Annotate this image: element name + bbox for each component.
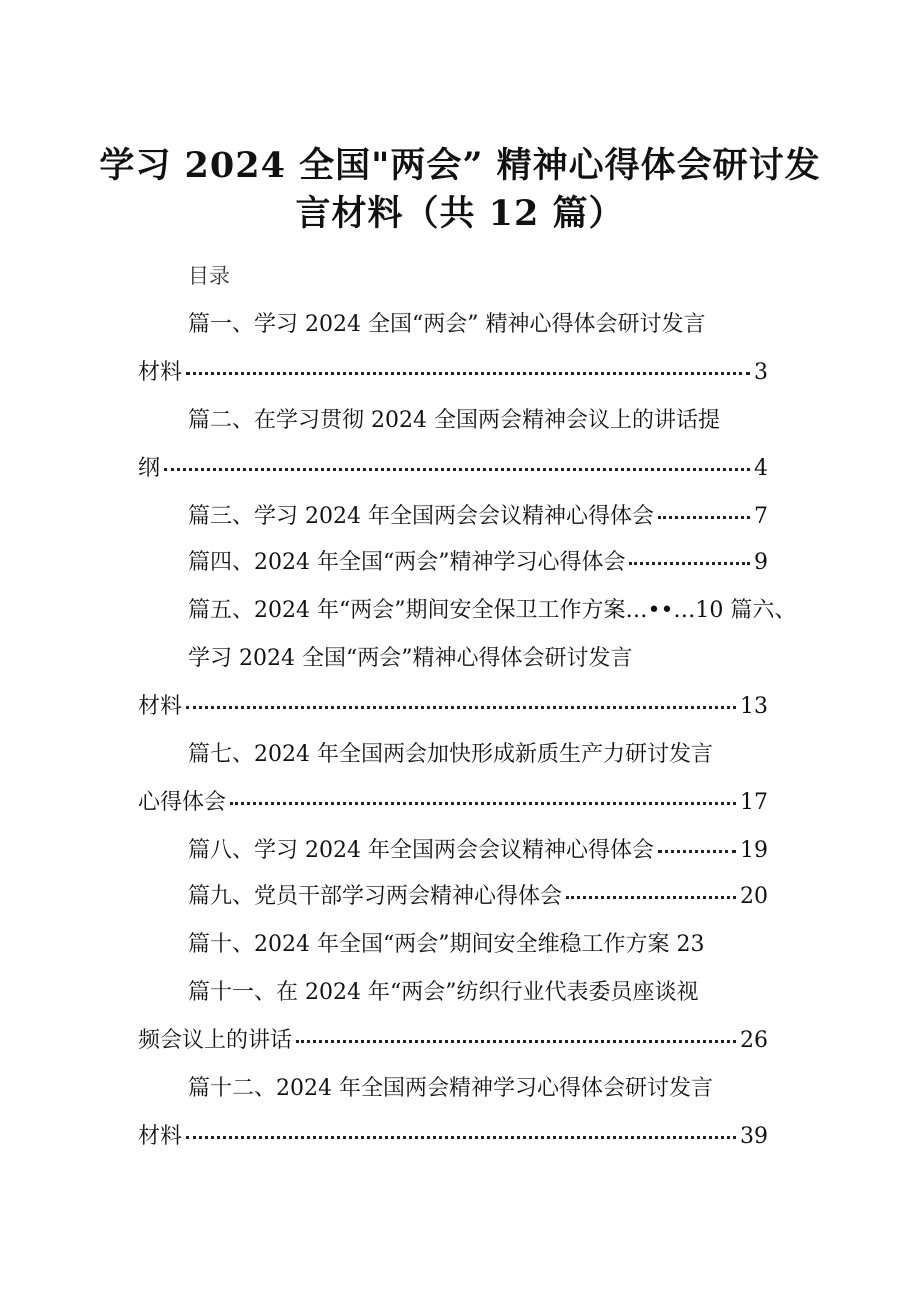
toc-entry-3-title: 篇三、学习 2024 年全国两会会议精神心得体会	[188, 504, 654, 529]
dot-leader	[658, 516, 750, 519]
dot-leader	[566, 896, 736, 899]
toc-entry-2-page: 4	[754, 456, 768, 481]
dot-leader	[186, 372, 750, 375]
toc-entry-6-title[interactable]: 学习 2024 全国“两会”精神心得体会研讨发言	[188, 646, 633, 671]
toc-entry-6-row[interactable]	[138, 690, 768, 724]
toc-heading: 目录	[188, 264, 230, 288]
toc-entry-10-title[interactable]: 篇十、2024 年全国“两会”期间安全维稳工作方案 23	[188, 932, 705, 957]
toc-entry-1-continuation: 材料	[138, 360, 183, 385]
toc-entry-12-title[interactable]: 篇十二、2024 年全国两会精神学习心得体会研讨发言	[188, 1076, 713, 1101]
toc-entry-12-continuation: 材料	[138, 1124, 183, 1149]
toc-entry-5-title[interactable]: 篇五、2024 年“两会”期间安全保卫工作方案…••…10 篇六、	[188, 598, 797, 623]
toc-entry-4-title: 篇四、2024 年全国“两会”精神学习心得体会	[188, 550, 626, 575]
toc-entry-6-page: 13	[740, 694, 768, 719]
toc-entry-8-title: 篇八、学习 2024 年全国两会会议精神心得体会	[188, 838, 654, 863]
toc-entry-11-title[interactable]: 篇十一、在 2024 年“两会”纺织行业代表委员座谈视	[188, 980, 699, 1005]
dot-leader	[296, 1040, 736, 1043]
toc-entry-9-page: 20	[740, 884, 768, 909]
document-title-line-1: 学习 2024 全国"两会” 精神心得体会研讨发	[99, 145, 821, 186]
toc-entry-12-row[interactable]	[138, 1120, 768, 1154]
dot-leader	[658, 850, 736, 853]
toc-entry-2-continuation: 纲	[138, 456, 161, 481]
toc-entry-2-row[interactable]	[138, 452, 768, 486]
toc-entry-7-row[interactable]	[138, 786, 768, 820]
toc-entry-8-row[interactable]	[188, 834, 768, 868]
toc-entry-2-title[interactable]: 篇二、在学习贯彻 2024 全国两会精神会议上的讲话提	[188, 408, 720, 433]
dot-leader	[629, 562, 750, 565]
dot-leader	[186, 706, 736, 709]
toc-entry-11-continuation: 频会议上的讲话	[138, 1028, 293, 1053]
toc-entry-1-row[interactable]	[138, 356, 768, 390]
toc-entry-11-page: 26	[740, 1028, 768, 1053]
dot-leader	[186, 1136, 736, 1139]
dot-leader	[230, 802, 736, 805]
toc-entry-3-page: 7	[754, 504, 768, 529]
toc-entry-4-page: 9	[754, 550, 768, 575]
toc-entry-7-title[interactable]: 篇七、2024 年全国两会加快形成新质生产力研讨发言	[188, 742, 713, 767]
toc-entry-8-page: 19	[740, 838, 768, 863]
toc-entry-4-row[interactable]	[188, 546, 768, 580]
toc-entry-7-continuation: 心得体会	[138, 790, 227, 815]
toc-entry-11-row[interactable]	[138, 1024, 768, 1058]
toc-entry-3-row[interactable]	[188, 500, 768, 534]
toc-entry-9-title: 篇九、党员干部学习两会精神心得体会	[188, 884, 563, 909]
toc-entry-6-continuation: 材料	[138, 694, 183, 719]
toc-entry-12-page: 39	[740, 1124, 768, 1149]
document-title-line-2: 言材料（共 12 篇）	[295, 193, 625, 234]
toc-entry-1-page: 3	[754, 360, 768, 385]
toc-entry-7-page: 17	[740, 790, 768, 815]
toc-entry-9-row[interactable]	[188, 880, 768, 914]
toc-entry-1-title[interactable]: 篇一、学习 2024 全国“两会” 精神心得体会研讨发言	[188, 312, 706, 337]
dot-leader	[164, 468, 750, 471]
